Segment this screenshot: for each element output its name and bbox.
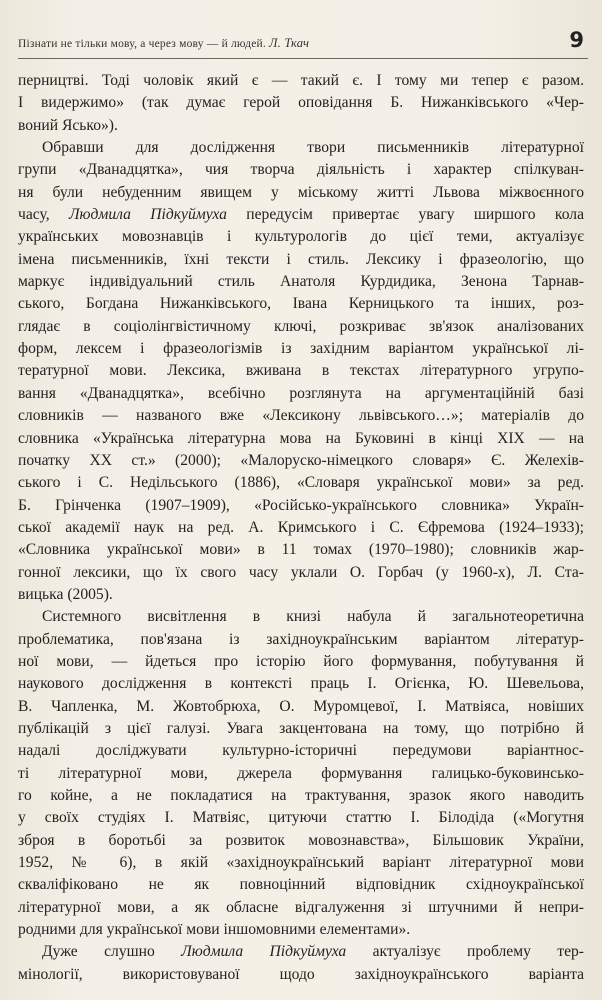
text-line: групи «Дванадцятка», чия творча діяльність і характер спілкуван- — [18, 161, 584, 179]
text-line: Б. Грінченка (1907–1909), «Російсько-українського словника» Україн- — [18, 496, 584, 514]
text-line: мінології, використовуваної щодо західноукраїнського варіанта — [18, 965, 584, 983]
text-segment: передусім привертає увагу ширшого кола — [226, 206, 584, 224]
paragraph — [18, 137, 584, 606]
text-line: ня були небуденним явищем у міському житті Львова міжвоєнного — [18, 183, 584, 201]
text-line: початку XX ст.» (2000); «Малоруско-німецкого словаря» Є. Желехів- — [18, 451, 584, 469]
text-line: у своїх студіях І. Матвіяс, цитуючи статтю І. Білодіда («Могутня — [18, 809, 584, 827]
text-line: ної мови, — йдеться про історію його формування, побутування й — [18, 652, 584, 670]
text-line: публікацій з цієї галузі. Увага закцентована на тому, що потрібно й — [18, 719, 584, 737]
text-line — [18, 204, 584, 226]
text-line: «Словника української мови» в 11 томах (1970–1980); словників жар- — [18, 541, 584, 559]
text-line: літературної мови, а як обласне відгалуження зі штучними й непри- — [18, 898, 584, 916]
italic-author-name: Людмила Підкуймуха — [68, 206, 227, 224]
italic-author-name: Людмила Підкуймуха — [181, 943, 347, 961]
header-title: Пізнати не тільки мову, а через мову — й людей. — [18, 38, 266, 50]
body-text — [18, 70, 584, 986]
running-header — [18, 30, 588, 59]
page-number: 9 — [569, 28, 584, 52]
text-line: вання «Дванадцятка», всебічно розглянута на аргументаційній базі — [18, 384, 584, 402]
text-line: форм, лексем і фразеологізмів із західним варіантом української лі- — [18, 340, 584, 358]
text-line: го койне, а не покладатися на трактування, зразок якого наводить — [18, 787, 584, 804]
running-header-title — [18, 36, 309, 51]
text-line: ської академії наук на ред. А. Кримського і С. Єфремова (1924–1933); — [18, 518, 584, 536]
paragraph — [18, 70, 584, 137]
text-line: скваліфіковано не як повноцінний відповідник східноукраїнської — [18, 876, 584, 894]
text-line: родними для української мови іншомовними елементами». — [18, 921, 411, 939]
text-line: словника «Українська літературна мова на Буковині в кінці XIX — на — [18, 429, 584, 447]
text-line: В. Чапленка, М. Жовтобрюха, О. Муромцевої, І. Матвіяса, новіших — [18, 697, 584, 715]
text-line: гонної лексики, що їх свого часу уклали О. Горбач (у 1960-х), Л. Ста- — [18, 563, 584, 581]
paragraph — [18, 606, 584, 941]
text-line: Системного висвітлення в книзі набула й загальнотеоретична — [42, 608, 584, 626]
text-line: українських мовознавців і культурологів до цієї теми, актуалізує — [18, 228, 584, 246]
text-line: воний Ясько»). — [18, 116, 118, 134]
text-line: ського, Богдана Нижанківського, Івана Керницького та інших, роз- — [18, 295, 584, 313]
text-line: ті літературної мови, джерела формування галицько-буковинсько- — [18, 764, 584, 782]
text-line: вицька (2005). — [18, 585, 113, 603]
text-segment: часу, — [18, 206, 69, 224]
text-line: надалі досліджувати культурно-історичні передумови варіантнос- — [18, 742, 584, 760]
text-line: Обравши для дослідження твори письменників літературної — [42, 139, 584, 157]
text-line: ського і С. Недільського (1886), «Словаря української мови» за ред. — [18, 474, 584, 492]
text-line: перництві. Тоді чоловік який є — такий є. І тому ми тепер є разом. — [18, 72, 584, 89]
text-line: словників — названого вже «Лексикону львівського…»; матеріалів до — [18, 407, 584, 425]
text-line: зброя в боротьбі за розвиток мовознавства», Більшовик України, — [18, 831, 584, 849]
text-line: 1952, № 6), в якій «західноукраїнський варіант літературної мови — [18, 854, 584, 872]
paragraph — [18, 941, 584, 986]
text-line: глядає в соціолінгвістичному ключі, розкриває зв'язок аналізованих — [18, 317, 584, 335]
text-line: проблематика, пов'язана із західноукраїнським варіантом літератур- — [18, 630, 584, 648]
text-line: наукового дослідження в контексті праць І. Огієнка, Ю. Шевельова, — [18, 675, 584, 693]
text-line — [18, 941, 584, 963]
text-segment: актуалізує проблему тер- — [346, 943, 584, 961]
text-segment: Дуже слушно — [42, 943, 182, 961]
text-line: І видержимо» (так думає герой оповідання Б. Нижанківського «Чер- — [18, 94, 584, 112]
header-author: Л. Ткач — [269, 36, 310, 50]
text-line: імена письменників, їхні тексти і стиль. Лексику і фразеологію, що — [18, 250, 584, 268]
text-line: маркує індивідуальний стиль Анатоля Курдидика, Зенона Тарнав- — [18, 273, 584, 291]
text-line: тературної мови. Лексика, вживана в текстах літературного угрупо- — [18, 362, 584, 380]
